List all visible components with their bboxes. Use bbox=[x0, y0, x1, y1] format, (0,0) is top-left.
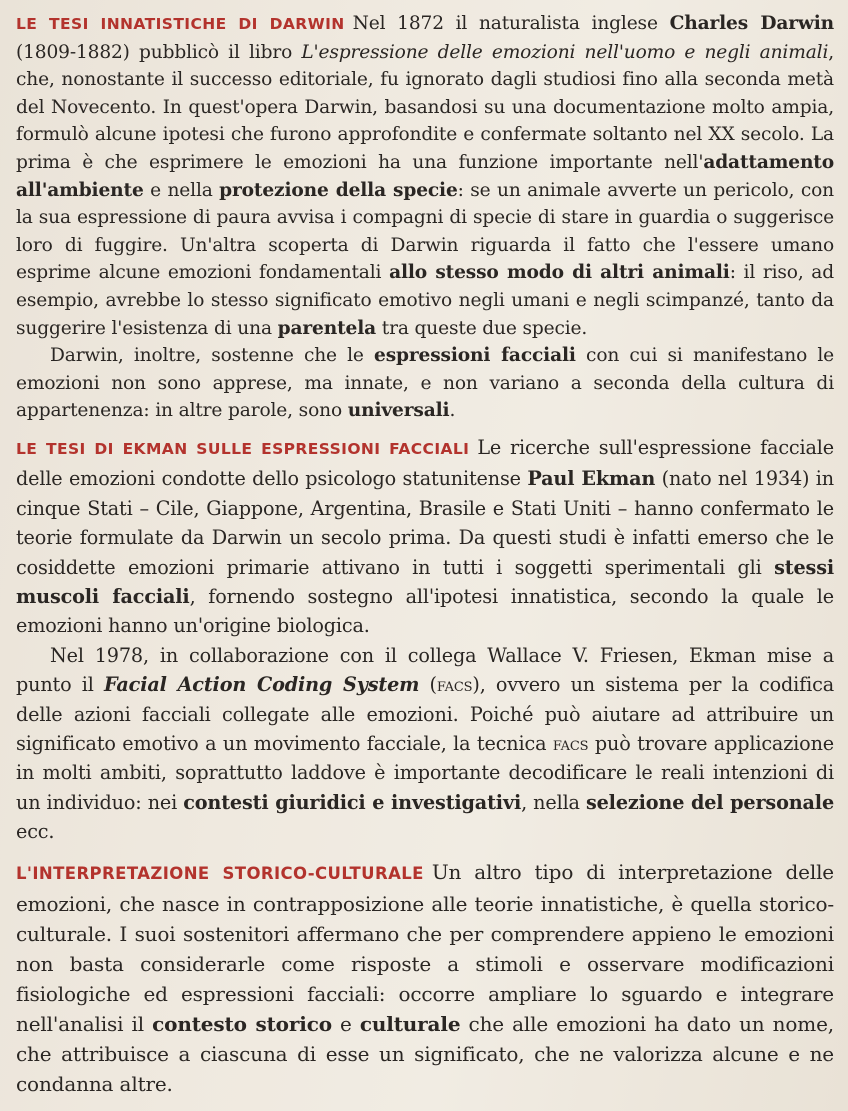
text-run: , che, nonostante il successo editoriale, fu ignorato dagli studiosi fino alla seconda metà del Novecento. In quest'opera Darwin, basandosi su una documentazione molto ampia, formulò alcune ipotesi che furono approfondite e confermate soltanto nel XX secolo. La prima è che esprimere le emozioni ha una funzione importante nell' bbox=[16, 41, 835, 173]
text-run: tra queste due specie. bbox=[376, 317, 588, 339]
bold-term-charles-darwin: Charles Darwin bbox=[669, 13, 835, 34]
text-run: , nella bbox=[521, 790, 586, 814]
text-run: Darwin, inoltre, sostenne che le bbox=[50, 345, 375, 367]
book-title: L'espressione delle emozioni nell'uomo e negli animali bbox=[301, 41, 829, 63]
bold-term-selezione: selezione del personale bbox=[585, 790, 834, 814]
text-run: Un altro tipo di interpretazione delle emozioni, che nasce in contrapposizione alle teorie innatistiche, è quella storico-culturale. I suoi sostenitori affermano che per comprendere appieno le emozioni non basta considerarle come risposte a stimoli e osservare modificazioni fisiologiche ed espressioni facciali: occorre ampliare lo sguardo e integrare nell'analisi il bbox=[16, 859, 834, 1036]
text-run: (1809-1882) pubblicò il libro bbox=[16, 41, 302, 63]
text-run: con cui si manifestano le emozioni non sono apprese, ma innate, e non variano a seconda della cultura di appartenenza: in altre parole, sono bbox=[16, 345, 835, 422]
section-storico-culturale bbox=[16, 857, 834, 1099]
section-darwin bbox=[16, 10, 834, 425]
bold-term-protezione: protezione della specie bbox=[219, 179, 458, 201]
paragraph-darwin-1 bbox=[16, 10, 834, 342]
text-run: Le ricerche sull'espressione facciale delle emozioni condotte dello psicologo statunitense bbox=[16, 435, 834, 491]
bold-term-universali: universali bbox=[347, 400, 450, 422]
text-run: ( bbox=[419, 673, 437, 697]
section-heading-storico: L'INTERPRETAZIONE STORICO-CULTURALE bbox=[16, 863, 424, 883]
bold-term-espressioni-facciali: espressioni facciali bbox=[374, 345, 576, 367]
paragraph-storico-1 bbox=[16, 857, 834, 1099]
paragraph-darwin-2 bbox=[16, 342, 834, 425]
bold-term-contesto-storico: contesto storico bbox=[152, 1011, 332, 1036]
acronym-facs: facs bbox=[436, 673, 473, 697]
text-run: Nel 1872 il naturalista inglese bbox=[352, 13, 670, 34]
acronym-facs: facs bbox=[552, 731, 589, 755]
bold-term-parentela: parentela bbox=[277, 317, 377, 339]
text-run: può trovare applicazione in molti ambiti, soprattutto laddove è importante decodificare le reali intenzioni di un individuo: nei bbox=[16, 731, 834, 814]
section-heading-darwin: LE TESI INNATISTICHE DI DARWIN bbox=[16, 15, 345, 33]
text-run: (nato nel 1934) in cinque Stati – Cile, Giappone, Argentina, Brasile e Stati Uniti – hanno confermato le teorie formulate da Darwin un secolo prima. Da questi studi è infatti emerso che le cosiddette emozioni primarie attivano in tutti i soggetti sperimentali gli bbox=[16, 467, 834, 579]
text-run: Nel 1978, in collaborazione con il collega Wallace V. Friesen, Ekman mise a punto il bbox=[16, 643, 834, 697]
term-facs-full: Facial Action Coding System bbox=[103, 673, 420, 697]
bold-term-paul-ekman: Paul Ekman bbox=[527, 467, 656, 491]
text-run: ), ovvero un sistema per la codifica delle azioni facciali collegate alle emozioni. Poiché può aiutare ad attribuire un significato emotivo a un movimento facciale, la tecnica bbox=[16, 673, 834, 755]
section-ekman bbox=[16, 433, 834, 847]
text-run: . bbox=[449, 400, 456, 422]
text-run: : il riso, ad esempio, avrebbe lo stesso significato emotivo negli umani e negli scimpanzé, tanto da suggerire l'esistenza di una bbox=[16, 262, 834, 339]
bold-term-adattamento: adattamento all'ambiente bbox=[16, 151, 834, 201]
paragraph-ekman-1 bbox=[16, 433, 834, 641]
text-run: e nella bbox=[143, 179, 220, 201]
text-run: : se un animale avverte un pericolo, con la sua espressione di paura avvisa i compagni di specie di stare in guardia o suggerisce loro di fuggire. Un'altra scoperta di Darwin riguarda il fatto che l'essere umano esprime alcune emozioni fondamentali bbox=[16, 179, 834, 284]
text-run: e bbox=[331, 1011, 360, 1036]
paragraph-ekman-2 bbox=[16, 641, 834, 847]
text-run: , fornendo sostegno all'ipotesi innatistica, secondo la quale le emozioni hanno un'origine biologica. bbox=[16, 584, 835, 638]
text-run: ecc. bbox=[16, 820, 55, 844]
text-run: che alle emozioni ha dato un nome, che attribuisce a ciascuna di esse un significato, che ne valorizza alcune e ne condanna altre. bbox=[16, 1011, 834, 1096]
section-heading-ekman: LE TESI DI EKMAN SULLE ESPRESSIONI FACCIALI bbox=[16, 439, 470, 458]
bold-term-culturale: culturale bbox=[359, 1011, 461, 1036]
bold-term-contesti: contesti giuridici e investigativi bbox=[183, 790, 522, 814]
bold-term-muscoli: stessi muscoli facciali bbox=[16, 555, 834, 608]
bold-term-stesso-modo: allo stesso modo di altri animali bbox=[389, 262, 730, 284]
